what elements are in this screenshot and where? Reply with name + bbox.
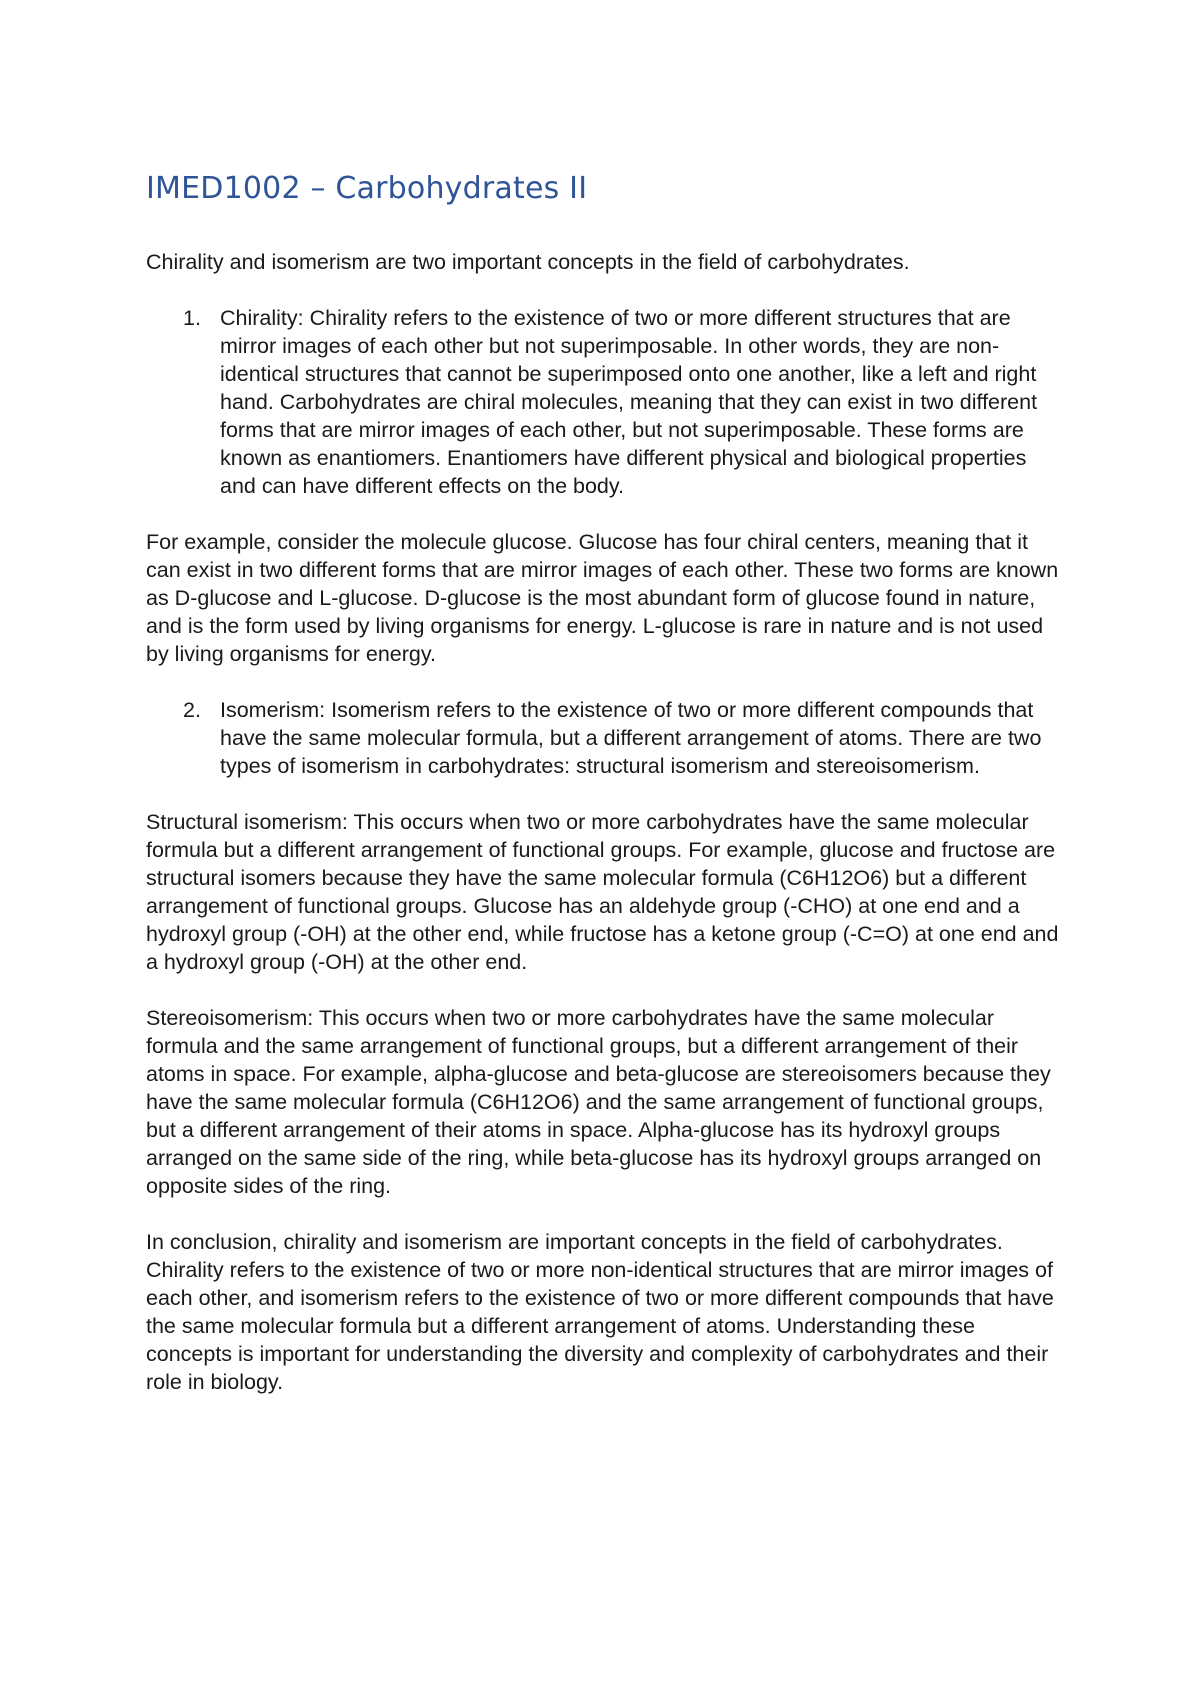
list-number: 2. [183, 698, 201, 722]
structural-isomerism-paragraph: Structural isomerism: This occurs when two or more carbohydrates have the same molecular formula but a different arrangement of functional groups. For example, glucose and fructose are structural isomers because they have the same molecular formula (C6H12O6) but a different arrangement of functional groups. Glucose has an aldehyde group (-CHO) at one end and a hydroxyl group (-OH) at the other end, while fructose has a ketone group (-C=O) at one end and a hydroxyl group (-OH) at the other end. [146, 810, 1059, 974]
list-number: 1. [183, 306, 201, 330]
glucose-example-paragraph: For example, consider the molecule glucose. Glucose has four chiral centers, meaning that it can exist in two different forms that are mirror images of each other. These two forms are known as D-glucose and L-glucose. D-glucose is the most abundant form of glucose found in nature, and is the form used by living organisms for energy. L-glucose is rare in nature and is not used by living organisms for energy. [146, 530, 1059, 666]
list-item-text: Isomerism: Isomerism refers to the existence of two or more different compounds that have the same molecular formula, but a different arrangement of atoms. There are two types of isomerism in carbohydrates: structural isomerism and stereoisomerism. [220, 698, 1042, 778]
list-item [146, 696, 1066, 780]
numbered-item-chirality [146, 304, 1066, 500]
stereoisomerism-paragraph: Stereoisomerism: This occurs when two or more carbohydrates have the same molecular formula and the same arrangement of functional groups, but a different arrangement of their atoms in space. For example, alpha-glucose and beta-glucose are stereoisomers because they have the same molecular formula (C6H12O6) and the same arrangement of functional groups, but a different arrangement of their atoms in space. Alpha-glucose has its hydroxyl groups arranged on the same side of the ring, while beta-glucose has its hydroxyl groups arranged on opposite sides of the ring. [146, 1006, 1051, 1198]
document-body [146, 168, 1066, 1424]
list-item-text: Chirality: Chirality refers to the existence of two or more different structures that are mirror images of each other but not superimposable. In other words, they are non-identical structures that cannot be superimposed onto one another, like a left and right hand. Carbohydrates are chiral molecules, meaning that they can exist in two different forms that are mirror images of each other, but not superimposable. These forms are known as enantiomers. Enantiomers have different physical and biological properties and can have different effects on the body. [220, 306, 1038, 498]
document-title: IMED1002 – Carbohydrates II [146, 171, 588, 206]
list-item [146, 304, 1066, 500]
intro-paragraph: Chirality and isomerism are two important concepts in the field of carbohydrates. [146, 250, 910, 274]
conclusion-paragraph: In conclusion, chirality and isomerism are important concepts in the field of carbohydrates. Chirality refers to the existence of two or more non-identical structures that are mirror images of each other, and isomerism refers to the existence of two or more different compounds that have the same molecular formula but a different arrangement of atoms. Understanding these concepts is important for understanding the diversity and complexity of carbohydrates and their role in biology. [146, 1230, 1054, 1394]
numbered-item-isomerism [146, 696, 1066, 780]
